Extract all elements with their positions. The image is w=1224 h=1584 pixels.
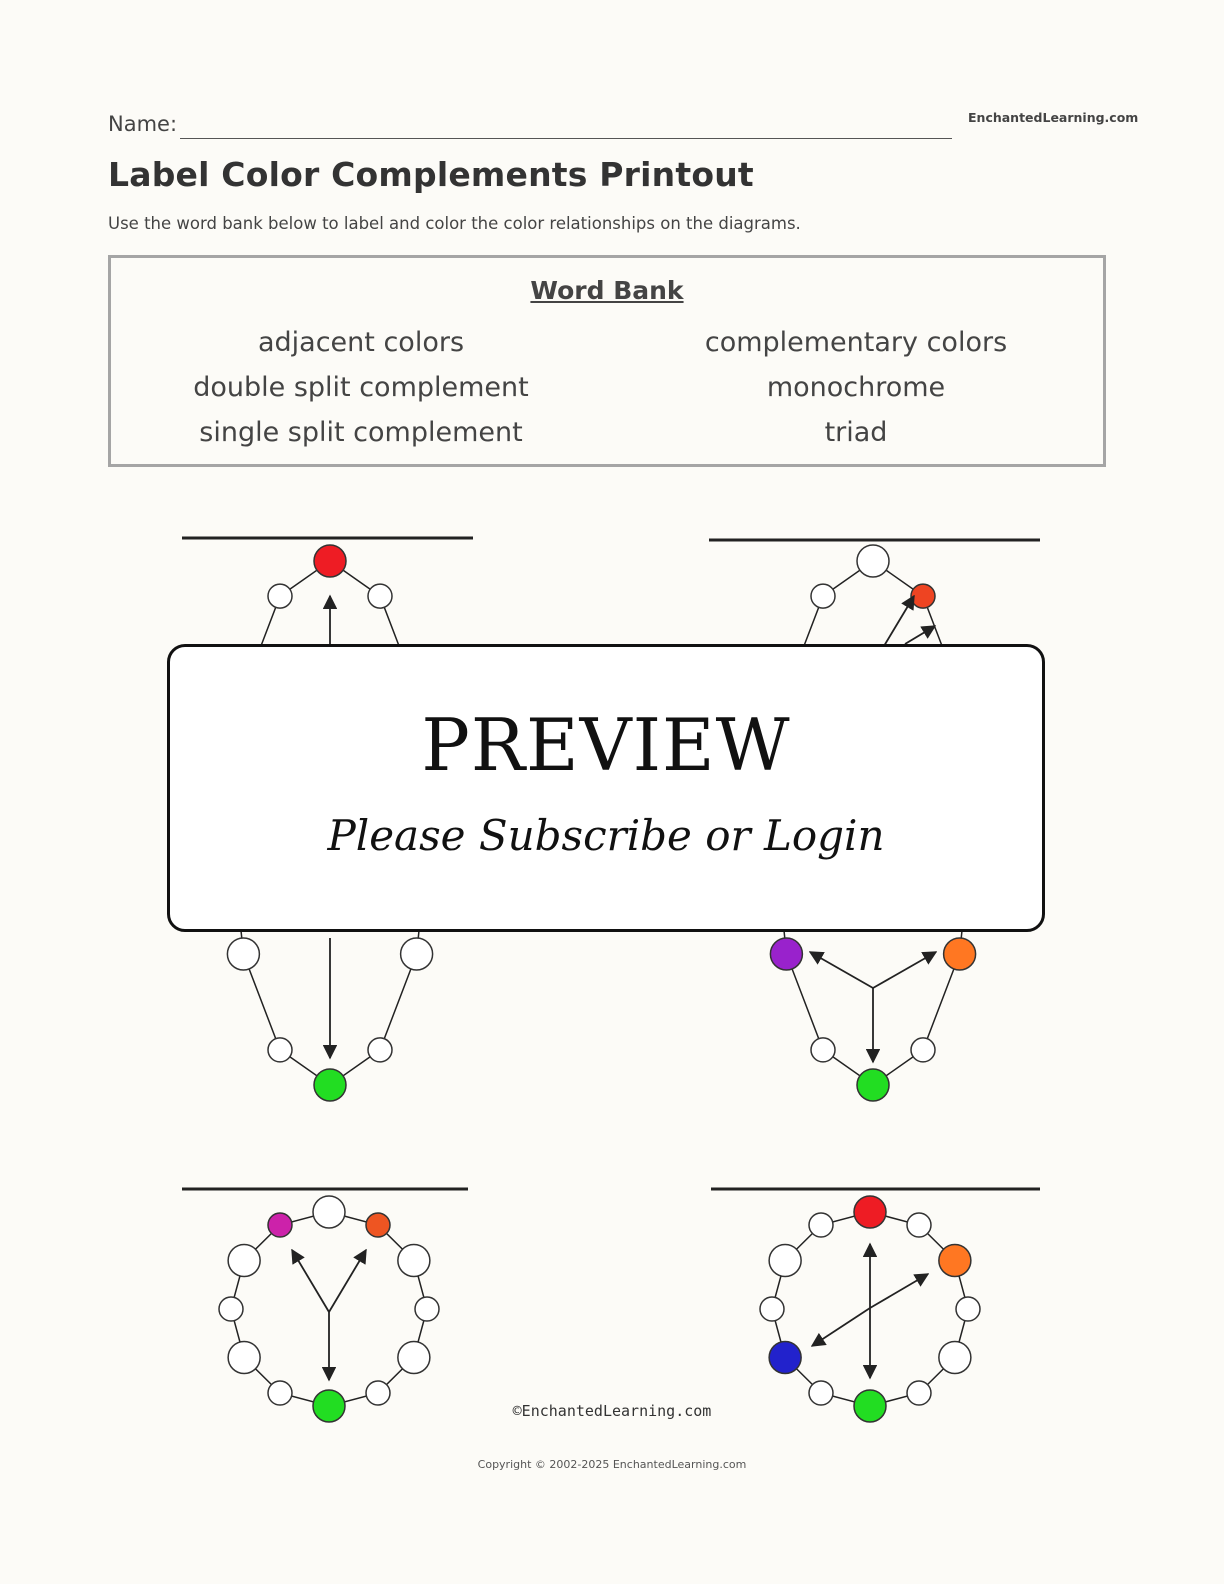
color-circle-blank[interactable]: [227, 938, 259, 970]
color-circle-blank[interactable]: [907, 1213, 931, 1237]
color-circle-blank[interactable]: [857, 545, 889, 577]
color-circle-blank[interactable]: [368, 1038, 392, 1062]
color-wheel-single-split: [219, 1196, 439, 1422]
color-circle-filled[interactable]: [857, 1069, 889, 1101]
word-bank-word: complementary colors: [704, 327, 1008, 358]
color-circle-filled[interactable]: [770, 938, 802, 970]
name-label: Name:: [108, 112, 178, 136]
color-circle-blank[interactable]: [228, 1245, 260, 1277]
word-bank-word: double split complement: [193, 372, 529, 403]
arrow: [873, 952, 936, 988]
preview-subtitle[interactable]: Please Subscribe or Login: [327, 811, 885, 860]
preview-title: PREVIEW: [421, 703, 791, 787]
color-circle-blank[interactable]: [268, 584, 292, 608]
color-circle-blank[interactable]: [760, 1297, 784, 1321]
color-circle-blank[interactable]: [368, 584, 392, 608]
color-circle-filled[interactable]: [939, 1245, 971, 1277]
arrow: [812, 1308, 870, 1346]
color-circle-blank[interactable]: [268, 1038, 292, 1062]
arrow: [870, 1274, 928, 1308]
page-title: Label Color Complements Printout: [108, 155, 754, 194]
arrow: [905, 626, 935, 644]
color-circle-blank[interactable]: [398, 1245, 430, 1277]
color-circle-filled[interactable]: [854, 1196, 886, 1228]
color-circle-filled[interactable]: [314, 1069, 346, 1101]
color-circle-blank[interactable]: [809, 1213, 833, 1237]
color-circle-filled[interactable]: [911, 584, 935, 608]
color-circle-blank[interactable]: [228, 1342, 260, 1374]
color-circle-blank[interactable]: [398, 1342, 430, 1374]
color-circle-filled[interactable]: [769, 1342, 801, 1374]
color-circle-blank[interactable]: [401, 938, 433, 970]
arrow: [292, 1250, 329, 1312]
word-bank-word: single split complement: [199, 417, 523, 448]
color-circle-filled[interactable]: [944, 938, 976, 970]
color-circle-filled[interactable]: [366, 1213, 390, 1237]
color-circle-blank[interactable]: [811, 584, 835, 608]
color-circle-blank[interactable]: [769, 1245, 801, 1277]
color-circle-blank[interactable]: [939, 1342, 971, 1374]
preview-overlay[interactable]: [167, 644, 1045, 932]
color-circle-blank[interactable]: [956, 1297, 980, 1321]
color-circle-blank[interactable]: [219, 1297, 243, 1321]
word-bank-word: adjacent colors: [257, 327, 465, 358]
color-circle-filled[interactable]: [314, 545, 346, 577]
word-bank-word: monochrome: [766, 372, 946, 403]
color-circle-blank[interactable]: [415, 1297, 439, 1321]
word-bank-title: Word Bank: [530, 276, 684, 305]
arrow: [810, 952, 873, 988]
instructions: Use the word bank below to label and color the color relationships on the diagrams.: [108, 214, 801, 233]
color-circle-blank[interactable]: [911, 1038, 935, 1062]
watermark: ©EnchantedLearning.com: [512, 1402, 712, 1420]
color-circle-filled[interactable]: [268, 1213, 292, 1237]
arrow: [329, 1250, 366, 1312]
site-brand: EnchantedLearning.com: [968, 110, 1139, 125]
color-circle-blank[interactable]: [313, 1196, 345, 1228]
word-bank-word: triad: [824, 417, 888, 448]
arrow: [884, 596, 914, 646]
color-circle-blank[interactable]: [811, 1038, 835, 1062]
copyright: Copyright © 2002-2025 EnchantedLearning.com: [477, 1458, 747, 1471]
